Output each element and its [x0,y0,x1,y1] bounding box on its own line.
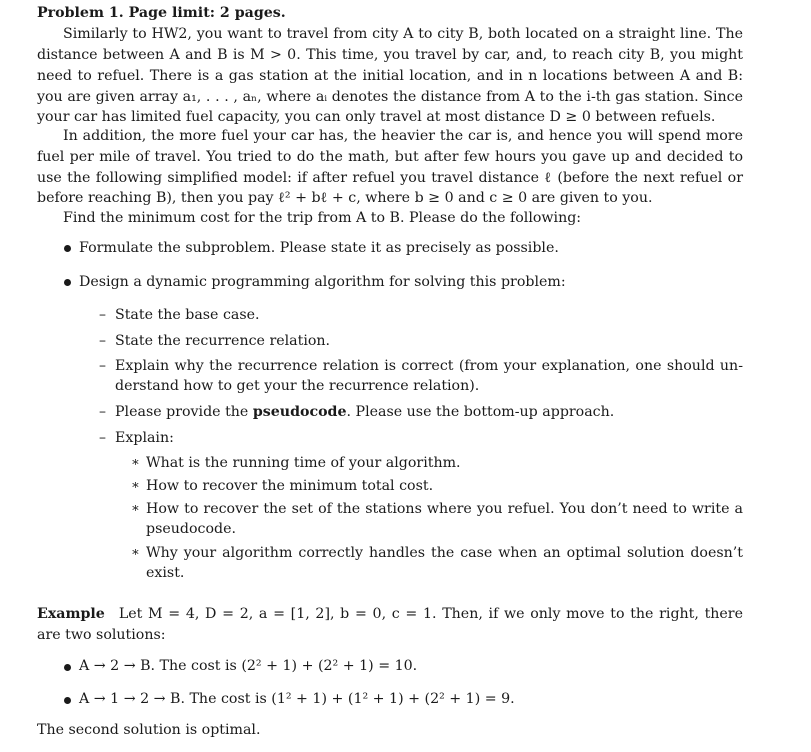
paragraph-line: distance between A and B is M > 0. This time, you travel by car, and, to reach city B, you might [37,47,743,63]
sub-item: What is the running time of your algorithm. [146,455,461,471]
dash-item: State the base case. [115,307,260,323]
paragraph-line: In addition, the more fuel your car has, the heavier the car is, and hence you will spend more [63,128,743,144]
example-text: Let M = 4, D = 2, a = [1, 2], b = 0, c = 1. Then, if we only move to the right, there [118,606,743,622]
paragraph-line: Similarly to HW2, you want to travel from city A to city B, both located on a straight line. The [63,26,743,42]
bullet-icon [64,279,71,286]
bullet-item: Formulate the subproblem. Please state it as precisely as possible. [79,240,559,256]
dash-item [115,402,743,422]
bullet-item: Design a dynamic programming algorithm for solving this problem: [79,274,566,290]
dash-icon: – [99,430,106,446]
example-label: Example [37,606,105,622]
paragraph-line: before reaching B), then you pay ℓ² + bℓ + c, where b ≥ 0 and c ≥ 0 are given to you. [37,190,653,206]
dash-item: Explain: [115,430,174,446]
asterisk-icon: ∗ [131,455,140,470]
dash-icon: – [99,333,106,349]
sub-item: How to recover the set of the stations where you refuel. You don’t need to write a [146,501,743,517]
conclusion-line: The second solution is optimal. [37,722,261,738]
asterisk-icon: ∗ [131,501,140,516]
paragraph-line: need to refuel. There is a gas station at the initial location, and in n locations between A and B: [37,68,743,84]
dash-item-text: Please provide the [115,404,253,420]
problem-heading: Problem 1. Page limit: 2 pages. [37,5,286,21]
dash-item-continuation: derstand how to get your the recurrence relation). [115,378,480,394]
bullet-icon [64,664,71,671]
bullet-icon [64,697,71,704]
paragraph-line: your car has limited fuel capacity, you can only travel at most distance D ≥ 0 between refuels. [37,109,716,125]
dash-icon: – [99,358,106,374]
example-line: are two solutions: [37,627,166,643]
bullet-icon [64,245,71,252]
paragraph-line: Find the minimum cost for the trip from A to B. Please do the following: [63,210,582,226]
dash-item: State the recurrence relation. [115,333,331,349]
example-line [37,604,743,624]
dash-icon: – [99,404,106,420]
sub-item-continuation: exist. [146,565,185,581]
solution-item: A → 2 → B. The cost is (2² + 1) + (2² + 1) = 10. [79,658,418,674]
dash-item: Explain why the recurrence relation is correct (from your explanation, one should un- [115,358,743,374]
sub-item: Why your algorithm correctly handles the case when an optimal solution doesn’t [146,545,743,561]
paragraph-line: fuel per mile of travel. You tried to do the math, but after few hours you gave up and decided to [37,149,743,165]
asterisk-icon: ∗ [131,478,140,493]
paragraph-line: use the following simplified model: if after refuel you travel distance ℓ (before the next refuel or [37,170,743,186]
sub-item-continuation: pseudocode. [146,521,236,537]
solution-item: A → 1 → 2 → B. The cost is (1² + 1) + (1² + 1) + (2² + 1) = 9. [79,691,515,707]
dash-icon: – [99,307,106,323]
pseudocode-emphasis: pseudocode [252,404,347,420]
sub-item: How to recover the minimum total cost. [146,478,434,494]
asterisk-icon: ∗ [131,545,140,560]
dash-item-text: . Please use the bottom-up approach. [346,404,615,420]
paragraph-line: you are given array a₁, . . . , aₙ, where aᵢ denotes the distance from A to the i-th gas station. Since [37,89,743,105]
